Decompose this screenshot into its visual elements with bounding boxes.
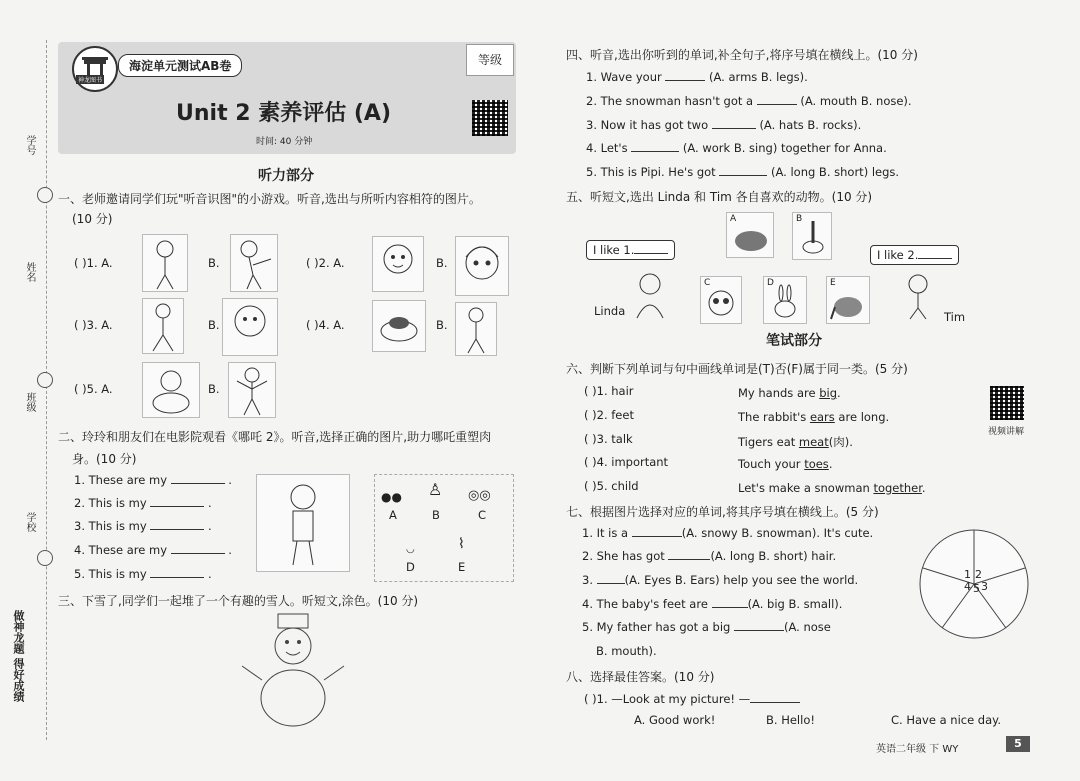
picture-option[interactable]	[142, 362, 200, 418]
answer-blank[interactable]	[712, 118, 756, 129]
wheel-number: 3	[981, 580, 988, 593]
s2-item-2: 2. This is my	[74, 496, 147, 510]
q1-2-b-label: B.	[436, 256, 448, 270]
part-b[interactable]: B	[432, 508, 440, 522]
s2-item-5: 5. This is my	[74, 567, 147, 581]
s4-item-2: 2. The snowman hasn't got a	[586, 94, 754, 108]
s4-item-3: 3. Now it has got two	[586, 118, 709, 132]
exam-page: 学号 姓名 班级 学校 做神龙题 得好成绩 神龙图书 海淀单元测试AB卷 Unit 2 素养评估 (A) 时间: 40 分钟 等级 听力部分 一、老师邀请同学们玩"听音识图"的小游戏。听音,选出与所听内容相符的图片。 (10 分) ( )1. A. B. ( )2. A. B. ( )3. A. B. ( )4. A. B. ( )5. A. B. 二、玲玲和朋友们在电影院观看《哪吒 2》。听音,选择正确的图片,助力哪吒重塑肉 身。(10 分) 1. These are my . 2. This is my . 3. This is my . 4. These are my . 5. This is my . A B C D E ●● ♙ ◎◎ ◡ ⌇ 三、下雪了,同学们一起堆了一个有趣的雪人。听短文,涂色。(10 分) 四、听音,选出你听到的单词,补全句子,将序号填在横线上。(10 分) 1. Wave your (A. arms B. legs). 2. The snowman hasn't got a (A. mouth B. nose). 3. Now it has got two (A. hats B. rocks). 4. Let's (A. work B. sing) together for Anna. 5. This is Pipi. He's got (A. long B. short) legs. 五、听短文,选出 Linda 和 Tim 各自喜欢的动物。(10 分) I like 1. Linda I like 2. Tim A B C D E 笔试部分 六、判断下列单词与句中画线单词是(T)否(F)属于同一类。(5 分) ( )1. hair ( )2. feet ( )3. talk ( )4. important ( )5. child My hands are big. The rabbit's ears are long. Tigers eat meat(肉). Touch your toes. Let's make a snowman together. 视频讲解 七、根据图片选择对应的单词,将其序号填在横线上。(5 分) 1. It is a (A. snowy B. snowman). It's cute. 2. She has got (A. long B. short) hair. 3. (A. Eyes B. Ears) help you see the world. 4. The baby's feet are (A. big B. small). 5. My father has got a big (A. nose B. mouth). 1 2 3 4 5 八、选择最佳答案。(10 分) ( )1. —Look at my picture! — A. Good work! B. Hello! C. Have a nice day. 英语二年级 下 WY 5	[0, 0, 1080, 781]
mouth-icon: ◡	[406, 544, 415, 555]
picture-option[interactable]	[142, 298, 184, 354]
s7-heading: 七、根据图片选择对应的单词,将其序号填在横线上。(5 分)	[566, 505, 879, 519]
school-label: 学校	[24, 512, 35, 532]
ears-icon: ◎◎	[468, 488, 491, 503]
page-title: Unit 2 素养评估 (A)	[176, 101, 392, 126]
q1-5-label: ( )5. A.	[74, 382, 113, 396]
s8-heading: 八、选择最佳答案。(10 分)	[566, 670, 715, 684]
part-e[interactable]: E	[458, 560, 466, 574]
s8-question-1: ( )1. —Look at my picture! —	[584, 692, 751, 706]
wheel-number: 5	[973, 582, 980, 595]
answer-blank[interactable]	[171, 543, 225, 554]
tim-figure	[893, 272, 943, 324]
q1-5-b-label: B.	[208, 382, 220, 396]
body-icon: ♙	[428, 480, 443, 499]
part-d[interactable]: D	[406, 560, 415, 574]
picture-option[interactable]	[222, 298, 278, 356]
picture-option[interactable]	[142, 234, 188, 292]
s7-item-1: 1. It is a	[582, 526, 629, 540]
arm-icon: ⌇	[458, 536, 465, 552]
binding-hole	[37, 372, 53, 388]
answer-blank[interactable]	[631, 141, 679, 152]
wheel-number: 1	[964, 568, 971, 581]
s5-heading: 五、听短文,选出 Linda 和 Tim 各自喜欢的动物。(10 分)	[566, 190, 873, 204]
s4-item-4: 4. Let's	[586, 141, 628, 155]
answer-blank[interactable]	[918, 248, 952, 259]
q1-4-b-label: B.	[436, 318, 448, 332]
student-id-label: 学号	[24, 135, 35, 155]
answer-blank[interactable]	[597, 573, 625, 584]
s6-sentence-4: Touch your toes.	[738, 457, 833, 471]
s6-sentence-2: The rabbit's ears are long.	[738, 410, 890, 424]
s4-item-1: 1. Wave your	[586, 70, 662, 84]
qr-caption: 视频讲解	[988, 427, 1025, 437]
q1-1-label: ( )1. A.	[74, 256, 113, 270]
q1-4-label: ( )4. A.	[306, 318, 345, 332]
tim-name: Tim	[944, 310, 966, 324]
binding-hole	[37, 187, 53, 203]
animal-option-b[interactable]: B	[792, 212, 832, 260]
s7-item-4: 4. The baby's feet are	[582, 597, 708, 611]
s4-heading: 四、听音,选出你听到的单词,补全句子,将序号填在横线上。(10 分)	[566, 48, 918, 62]
wheel-number: 2	[975, 568, 982, 581]
answer-blank[interactable]	[750, 692, 800, 703]
linda-bubble: I like 1.	[586, 240, 675, 260]
q1-1-b-label: B.	[208, 256, 220, 270]
s1-heading: 一、老师邀请同学们玩"听音识图"的小游戏。听音,选出与所听内容相符的图片。	[58, 192, 481, 206]
answer-blank[interactable]	[712, 597, 748, 608]
animal-option-d[interactable]: D	[763, 276, 807, 324]
answer-blank[interactable]	[719, 165, 767, 176]
series-name: 海淀单元测试AB卷	[118, 54, 242, 77]
s6-sentence-3: Tigers eat meat(肉).	[738, 435, 853, 449]
slogan: 做神龙题 得好成绩	[12, 610, 25, 702]
answer-blank[interactable]	[668, 549, 710, 560]
s6-heading: 六、判断下列单词与句中画线单词是(T)否(F)属于同一类。(5 分)	[566, 362, 908, 376]
picture-option[interactable]	[372, 300, 426, 352]
video-qr-code-icon[interactable]	[990, 386, 1024, 420]
binding-hole	[37, 550, 53, 566]
q1-3-b-label: B.	[208, 318, 220, 332]
s6-sentence-1: My hands are big.	[738, 386, 841, 400]
grade-box: 等级	[466, 44, 514, 76]
snowman-picture[interactable]	[238, 610, 348, 730]
animal-option-c[interactable]: C	[700, 276, 742, 324]
q1-3-label: ( )3. A.	[74, 318, 113, 332]
s2-item-3: 3. This is my	[74, 519, 147, 533]
s7-item-2: 2. She has got	[582, 549, 665, 563]
s7-item-3: 3.	[582, 573, 593, 587]
class-label: 班级	[24, 392, 35, 412]
name-label: 姓名	[24, 262, 35, 282]
qr-code-icon[interactable]	[472, 100, 508, 136]
s2-heading: 二、玲玲和朋友们在电影院观看《哪吒 2》。听音,选择正确的图片,助力哪吒重塑肉	[58, 430, 492, 444]
s1-score: (10 分)	[72, 212, 113, 226]
s4-item-5: 5. This is Pipi. He's got	[586, 165, 716, 179]
answer-blank[interactable]	[634, 243, 668, 254]
page-number: 5	[1006, 736, 1030, 752]
picture-option[interactable]	[228, 362, 276, 418]
answer-blank[interactable]	[665, 70, 705, 81]
listening-title: 听力部分	[258, 168, 314, 184]
nezha-picture	[256, 474, 350, 572]
s8-option-b[interactable]: B. Hello!	[766, 713, 815, 727]
answer-blank[interactable]	[171, 473, 225, 484]
s3-heading: 三、下雪了,同学们一起堆了一个有趣的雪人。听短文,涂色。(10 分)	[58, 594, 419, 608]
eyes-icon: ●●	[381, 490, 402, 504]
binding-line	[46, 40, 47, 740]
answer-blank[interactable]	[757, 94, 797, 105]
picture-option[interactable]	[455, 302, 497, 356]
body-parts-wheel	[918, 528, 1030, 640]
animal-option-e[interactable]: E	[826, 276, 870, 324]
answer-blank[interactable]	[150, 519, 204, 530]
s6-word-1: ( )1. hair	[584, 384, 634, 398]
s2-item-1: 1. These are my	[74, 473, 167, 487]
s7-item-5-cont: B. mouth).	[596, 644, 657, 658]
answer-blank[interactable]	[632, 526, 682, 537]
brand-logo	[72, 46, 118, 92]
linda-figure	[625, 270, 675, 324]
writing-title: 笔试部分	[766, 333, 822, 349]
picture-option[interactable]	[372, 236, 424, 292]
s2-item-4: 4. These are my	[74, 543, 167, 557]
s6-word-4: ( )4. important	[584, 455, 669, 469]
s8-option-c[interactable]: C. Have a nice day.	[891, 713, 1001, 727]
answer-blank[interactable]	[150, 496, 204, 507]
part-a[interactable]: A	[389, 508, 397, 522]
brand-name: 神龙图书	[78, 77, 103, 84]
s6-word-3: ( )3. talk	[584, 432, 633, 446]
answer-blank[interactable]	[734, 620, 784, 631]
footer-subject: 英语二年级 下 WY	[876, 744, 959, 755]
tim-bubble: I like 2.	[870, 245, 959, 265]
s2-heading-2: 身。(10 分)	[72, 452, 137, 466]
s8-option-a[interactable]: A. Good work!	[634, 713, 716, 727]
animal-option-a[interactable]: A	[726, 212, 774, 258]
s6-sentence-5: Let's make a snowman together.	[738, 481, 926, 495]
answer-blank[interactable]	[150, 567, 204, 578]
s6-word-5: ( )5. child	[584, 479, 639, 493]
wheel-number: 4	[964, 580, 971, 593]
s6-word-2: ( )2. feet	[584, 408, 634, 422]
picture-option[interactable]	[230, 234, 278, 292]
part-c[interactable]: C	[478, 508, 487, 522]
time-limit: 时间: 40 分钟	[256, 137, 313, 147]
picture-option[interactable]	[455, 236, 509, 296]
s7-item-5: 5. My father has got a big	[582, 620, 731, 634]
linda-name: Linda	[594, 304, 626, 318]
q1-2-label: ( )2. A.	[306, 256, 345, 270]
